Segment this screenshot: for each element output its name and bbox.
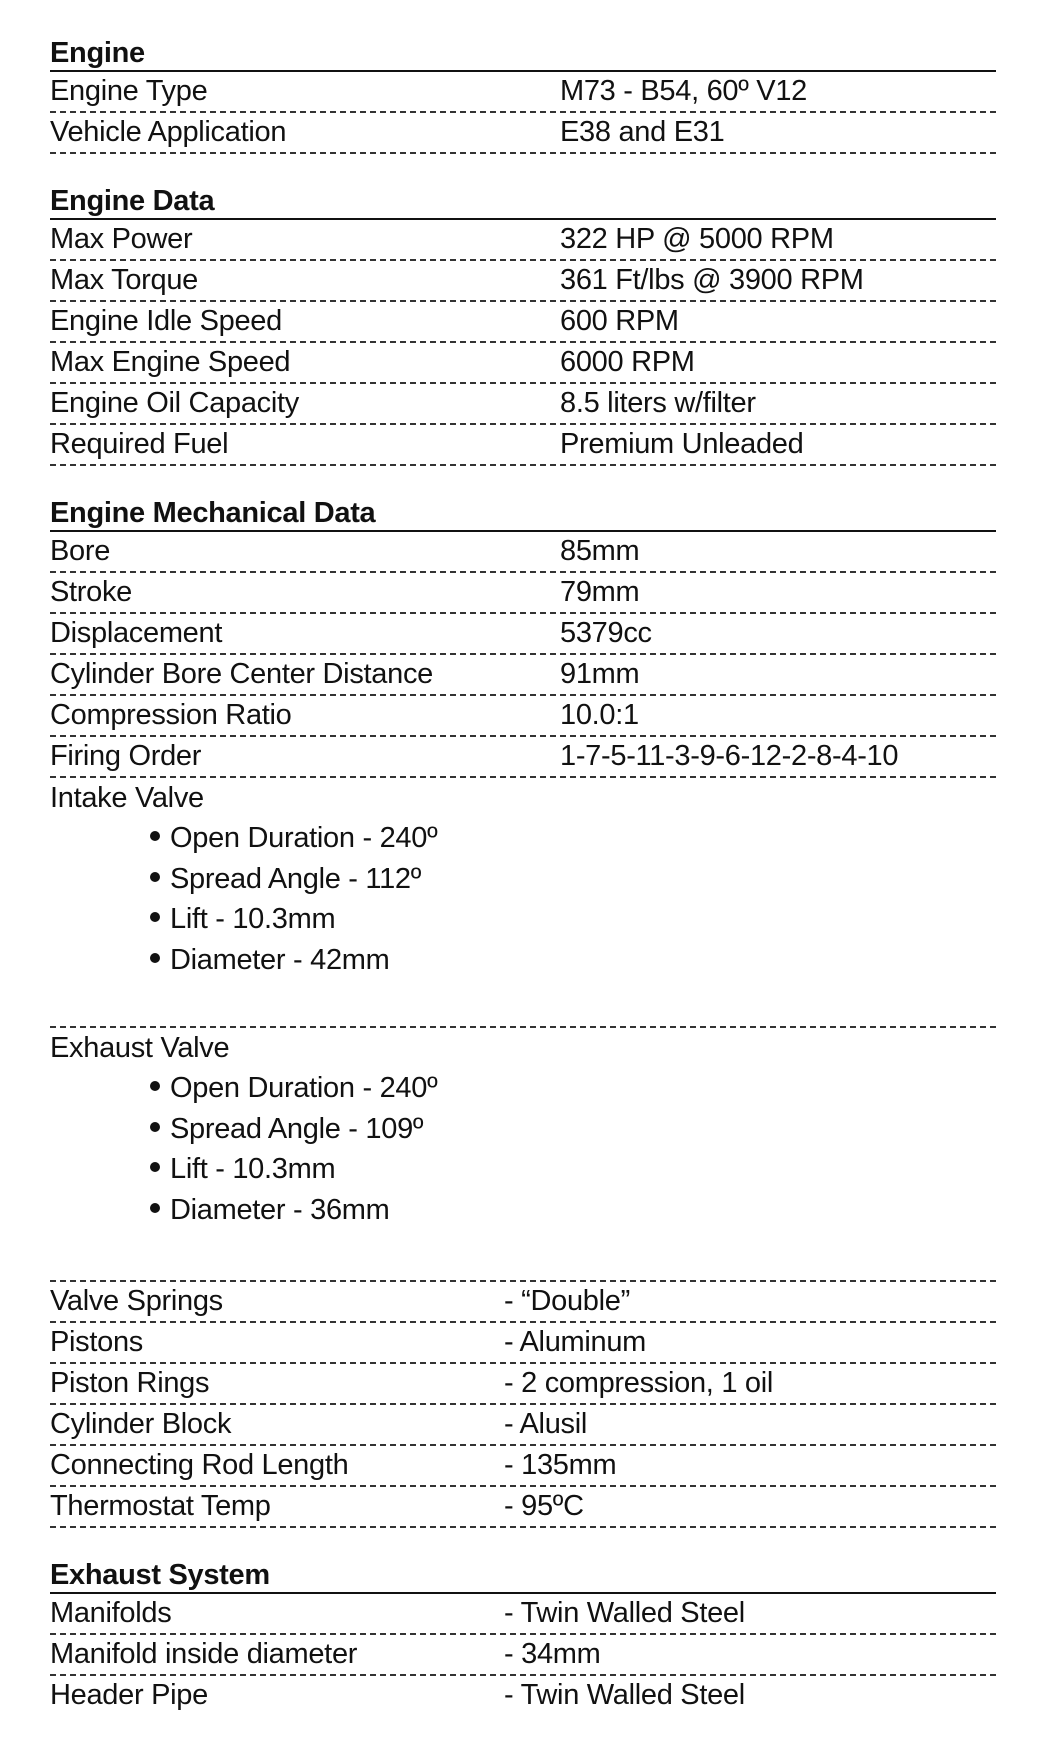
spec-value: - 2 compression, 1 oil — [504, 1367, 774, 1399]
engine-header: Engine — [50, 36, 996, 72]
bullet-icon — [150, 1203, 160, 1213]
spec-value: - Twin Walled Steel — [504, 1679, 745, 1711]
spec-label: Connecting Rod Length — [50, 1449, 349, 1481]
spec-value: - “Double” — [504, 1285, 630, 1317]
spec-row — [50, 1635, 996, 1676]
exhaust-system-header: Exhaust System — [50, 1558, 996, 1594]
spec-row — [50, 696, 996, 737]
list-item: Lift - 10.3mm — [150, 1149, 996, 1190]
spec-row — [50, 1594, 996, 1635]
list-item: Lift - 10.3mm — [150, 899, 996, 940]
spec-label: Thermostat Temp — [50, 1490, 271, 1522]
spec-row — [50, 1446, 996, 1487]
spec-row — [50, 384, 996, 425]
spec-label: Max Power — [50, 223, 193, 255]
mechanical-header: Engine Mechanical Data — [50, 496, 996, 532]
spec-row — [50, 614, 996, 655]
spec-label: Max Torque — [50, 264, 198, 296]
spec-label: Piston Rings — [50, 1367, 210, 1399]
spec-value: - Alusil — [504, 1408, 588, 1440]
list-item: Spread Angle - 109º — [150, 1109, 996, 1150]
bullet-icon — [150, 1162, 160, 1172]
intake-valve-list — [50, 818, 996, 980]
spec-row — [50, 302, 996, 343]
spec-row — [50, 220, 996, 261]
spec-label: Engine Type — [50, 75, 208, 107]
spec-value: 1-7-5-11-3-9-6-12-2-8-4-10 — [560, 740, 899, 772]
intake-valve-heading: Intake Valve — [50, 782, 204, 814]
spec-label: Header Pipe — [50, 1679, 208, 1711]
spec-row — [50, 72, 996, 113]
spec-row — [50, 1282, 996, 1323]
spec-value: 79mm — [560, 576, 640, 608]
list-item: Diameter - 36mm — [150, 1190, 996, 1231]
spec-label: Engine Idle Speed — [50, 305, 282, 337]
bullet-icon — [150, 1122, 160, 1132]
spec-value: 6000 RPM — [560, 346, 695, 378]
bullet-icon — [150, 872, 160, 882]
spec-value: 600 RPM — [560, 305, 679, 337]
spec-label: Bore — [50, 535, 111, 567]
engine-data-section — [50, 184, 996, 466]
list-item: Open Duration - 240º — [150, 1068, 996, 1109]
spec-label: Cylinder Block — [50, 1408, 232, 1440]
engine-section — [50, 36, 996, 154]
spec-value: M73 - B54, 60º V12 — [560, 75, 808, 107]
engine-data-header: Engine Data — [50, 184, 996, 220]
spec-value: 322 HP @ 5000 RPM — [560, 223, 834, 255]
spec-label: Cylinder Bore Center Distance — [50, 658, 433, 690]
bullet-icon — [150, 912, 160, 922]
spec-label: Required Fuel — [50, 428, 229, 460]
spec-row — [50, 573, 996, 614]
exhaust-valve-heading: Exhaust Valve — [50, 1032, 230, 1064]
exhaust-valve-list — [50, 1068, 996, 1230]
spec-value: 10.0:1 — [560, 699, 639, 731]
bullet-icon — [150, 831, 160, 841]
spec-row — [50, 261, 996, 302]
bullet-icon — [150, 953, 160, 963]
spec-label: Vehicle Application — [50, 116, 287, 148]
bullet-icon — [150, 1081, 160, 1091]
spec-label: Valve Springs — [50, 1285, 223, 1317]
spec-value: 5379cc — [560, 617, 652, 649]
spec-label: Pistons — [50, 1326, 143, 1358]
spec-value: 91mm — [560, 658, 640, 690]
spec-row — [50, 1364, 996, 1405]
spec-row — [50, 737, 996, 778]
spec-value: - 34mm — [504, 1638, 601, 1670]
spec-row — [50, 1405, 996, 1446]
spec-row — [50, 655, 996, 696]
spec-label: Manifold inside diameter — [50, 1638, 358, 1670]
spec-row — [50, 532, 996, 573]
spec-value: 8.5 liters w/filter — [560, 387, 756, 419]
spec-label: Max Engine Speed — [50, 346, 291, 378]
spec-row — [50, 1323, 996, 1364]
spec-row — [50, 343, 996, 384]
spec-value: Premium Unleaded — [560, 428, 804, 460]
spec-row — [50, 425, 996, 466]
spec-value: - Aluminum — [504, 1326, 647, 1358]
spec-value: 85mm — [560, 535, 640, 567]
spec-label: Manifolds — [50, 1597, 172, 1629]
spec-row — [50, 1487, 996, 1528]
spec-label: Firing Order — [50, 740, 202, 772]
spec-label: Compression Ratio — [50, 699, 292, 731]
spec-label: Engine Oil Capacity — [50, 387, 299, 419]
spec-value: - 95ºC — [504, 1490, 584, 1522]
spec-value: - Twin Walled Steel — [504, 1597, 745, 1629]
list-item: Spread Angle - 112º — [150, 859, 996, 900]
list-item: Open Duration - 240º — [150, 818, 996, 859]
spec-label: Stroke — [50, 576, 133, 608]
spec-label: Displacement — [50, 617, 223, 649]
spec-value: 361 Ft/lbs @ 3900 RPM — [560, 264, 864, 296]
spec-value: - 135mm — [504, 1449, 617, 1481]
list-item: Diameter - 42mm — [150, 940, 996, 981]
spec-value: E38 and E31 — [560, 116, 725, 148]
spec-row — [50, 113, 996, 154]
exhaust-system-section — [50, 1558, 996, 1715]
spec-row — [50, 1676, 996, 1715]
mechanical-section — [50, 496, 996, 1528]
